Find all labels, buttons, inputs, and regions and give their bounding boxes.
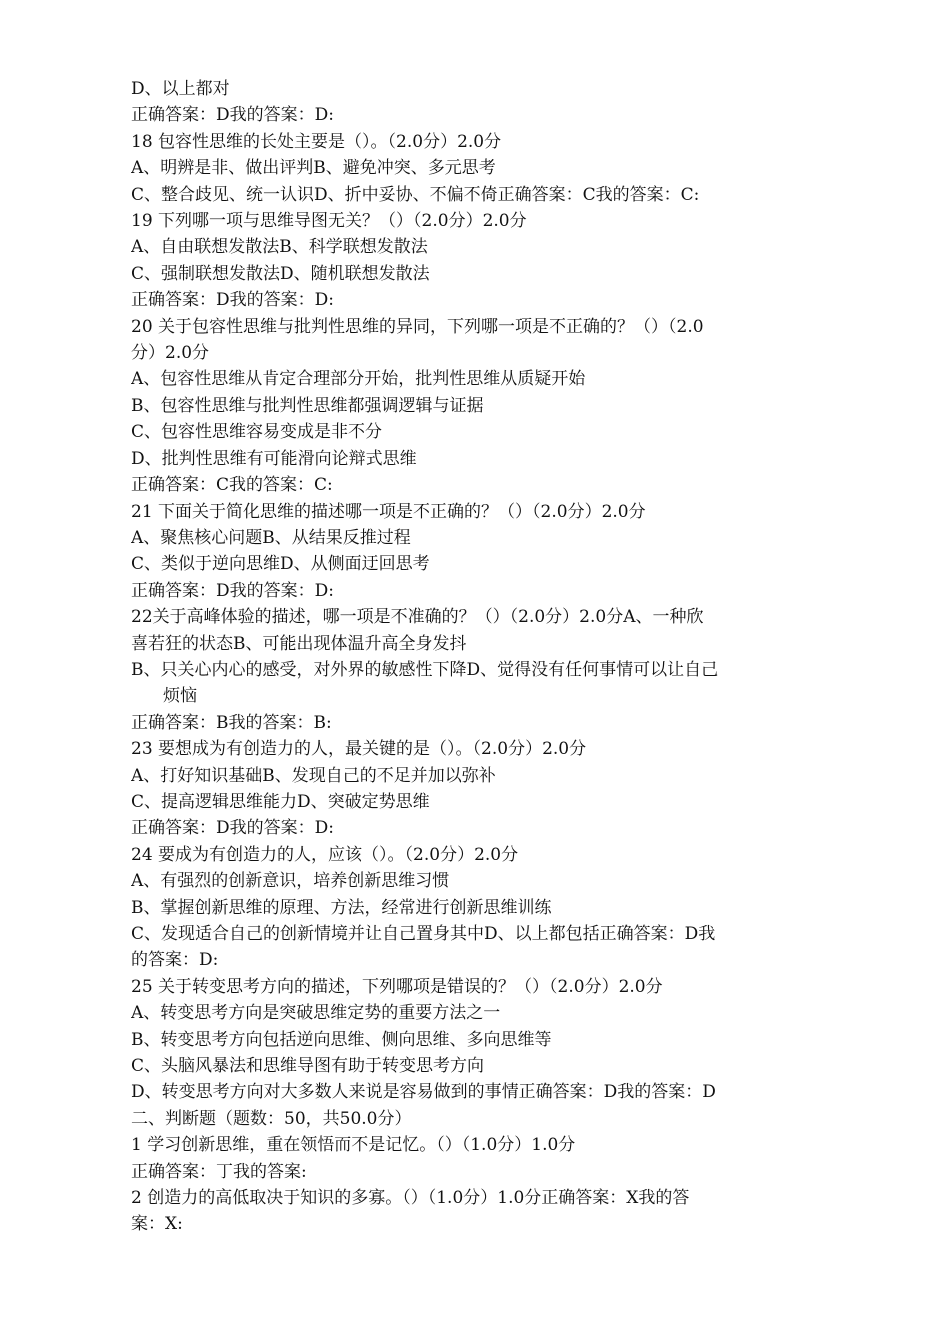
question-line: 22关于高峰体验的描述，哪一项是不准确的？（）（2.0分）2.0分A、一种欣	[131, 607, 704, 628]
question-line: 23 要想成为有创造力的人，最关键的是（）。（2.0分）2.0分	[131, 739, 587, 760]
option-line: B、只关心内心的感受，对外界的敏感性下降D、觉得没有任何事情可以让自己	[131, 659, 719, 680]
option-line: B、包容性思维与批判性思维都强调逻辑与证据	[131, 395, 484, 416]
option-line: D、转变思考方向对大多数人来说是容易做到的事情正确答案：D我的答案：D	[131, 1082, 716, 1103]
option-line: C、头脑风暴法和思维导图有助于转变思考方向	[131, 1056, 485, 1077]
option-line: A、打好知识基础B、发现自己的不足并加以弥补	[131, 765, 496, 786]
document-page	[131, 76, 831, 1238]
option-line: C、包容性思维容易变成是非不分	[131, 422, 383, 443]
option-line: A、聚焦核心问题B、从结果反推过程	[131, 527, 411, 548]
answer-line: 正确答案：丁我的答案:	[131, 1161, 307, 1182]
option-line: A、有强烈的创新意识，培养创新思维习惯	[131, 871, 450, 892]
answer-line: 正确答案：D我的答案：D:	[131, 290, 334, 311]
section-heading: 二、判断题（题数：50，共50.0分）	[131, 1108, 412, 1129]
answer-line: 正确答案：B我的答案：B:	[131, 712, 332, 733]
option-line: C、类似于逆向思维D、从侧面迂回思考	[131, 554, 430, 575]
option-line: A、转变思考方向是突破思维定势的重要方法之一	[131, 1003, 501, 1024]
text-line: D、以上都对	[131, 79, 230, 99]
answer-line: 正确答案：D我的答案：D:	[131, 580, 334, 601]
option-line: C、整合歧见、统一认识D、折中妥协、不偏不倚正确答案：C我的答案：C:	[131, 184, 700, 205]
question-line: 24 要成为有创造力的人，应该（）。（2.0分）2.0分	[131, 844, 519, 865]
answer-line: 正确答案：C我的答案：C:	[131, 475, 333, 496]
option-line: 喜若狂的状态B、可能出现体温升高全身发抖	[131, 633, 467, 654]
option-line: B、转变思考方向包括逆向思维、侧向思维、多向思维等	[131, 1029, 552, 1050]
answer-line: 案：X:	[131, 1214, 183, 1235]
question-line: 25 关于转变思考方向的描述，下列哪项是错误的？（）（2.0分）2.0分	[131, 976, 663, 997]
answer-line: 正确答案：D我的答案：D:	[131, 818, 334, 839]
answer-line: 的答案：D:	[131, 950, 219, 971]
option-line: C、发现适合自己的创新情境并让自己置身其中D、以上都包括正确答案：D我	[131, 924, 716, 944]
question-line: 18 包容性思维的长处主要是（）。（2.0分）2.0分	[131, 131, 502, 152]
question-line: 19 下列哪一项与思维导图无关？（）（2.0分）2.0分	[131, 211, 527, 232]
question-line: 21 下面关于简化思维的描述哪一项是不正确的？（）（2.0分）2.0分	[131, 501, 646, 522]
option-line: A、包容性思维从肯定合理部分开始，批判性思维从质疑开始	[131, 369, 586, 390]
option-line: 烦恼	[163, 686, 197, 707]
option-line: C、强制联想发散法D、随机联想发散法	[131, 263, 430, 284]
question-line: 1 学习创新思维，重在领悟而不是记忆。（）（1.0分）1.0分	[131, 1135, 576, 1156]
answer-line: 正确答案：D我的答案：D:	[131, 105, 334, 126]
option-line: B、掌握创新思维的原理、方法，经常进行创新思维训练	[131, 897, 552, 918]
option-line: A、明辨是非、做出评判B、避免冲突、多元思考	[131, 158, 496, 179]
question-line: 2 创造力的高低取决于知识的多寡。（）（1.0分）1.0分正确答案：X我的答	[131, 1188, 690, 1209]
option-line: A、自由联想发散法B、科学联想发散法	[131, 237, 428, 258]
option-line: C、提高逻辑思维能力D、突破定势思维	[131, 791, 430, 812]
question-line: 分）2.0分	[131, 343, 210, 364]
question-line: 20 关于包容性思维与批判性思维的异同，下列哪一项是不正确的？（）（2.0	[131, 316, 704, 337]
option-line: D、批判性思维有可能滑向论辩式思维	[131, 448, 417, 469]
